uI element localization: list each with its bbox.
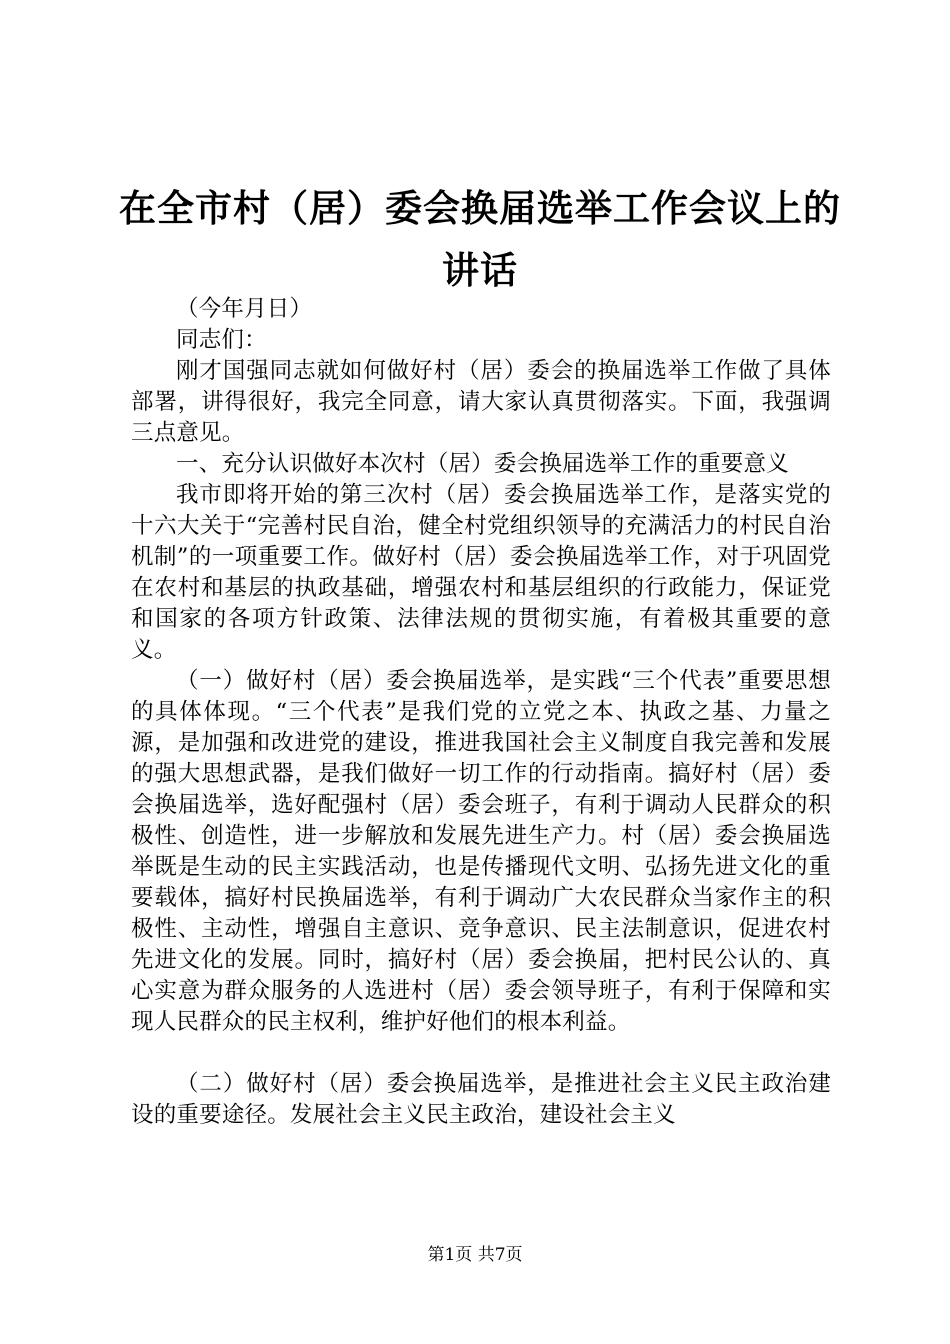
paragraph-intro: 刚才国强同志就如何做好村（居）委会的换届选举工作做了具体部署，讲得很好，我完全同意，请大家认真贯彻落实。下面，我强调三点意见。	[131, 358, 831, 446]
paragraph-point-1: （一）做好村（居）委会换届选举，是实践“三个代表”重要思想的具体体现。“三个代表”是我们党的立党之本、执政之基、力量之源，是加强和改进党的建设，推进我国社会主义制度自我完善和发展的强大思想武器，是我们做好一切工作的行动指南。搞好村（居）委会换届选举，选好配强村（居）委会班子，有利于调动人民群众的积极性、创造性，进一步解放和发展先进生产力。村（居）委会换届选举既是生动的民主实践活动，也是传播现代文明、弘扬先进文化的重要载体，搞好村民换届选举，有利于调动广大农民群众当家作主的积极性、主动性，增强自主意识、竞争意识、民主法制意识，促进农村先进文化的发展。同时，搞好村（居）委会换届，把村民公认的、真心实意为群众服务的人选进村（居）委会领导班子，有利于保障和实现人民群众的民主权利，维护好他们的根本利益。	[131, 668, 831, 1035]
paragraph-significance: 我市即将开始的第三次村（居）委会换届选举工作，是落实党的十六大关于“完善村民自治，健全村党组织领导的充满活力的村民自治机制”的一项重要工作。做好村（居）委会换届选举工作，对于巩固党在农村和基层的执政基础，增强农村和基层组织的行政能力，保证党和国家的各项方针政策、法律法规的贯彻实施，有着极其重要的意义。	[131, 482, 831, 663]
paragraph-point-2: （二）做好村（居）委会换届选举，是推进社会主义民主政治建设的重要途径。发展社会主义民主政治，建设社会主义	[131, 1071, 831, 1128]
section-heading-1: 一、充分认识做好本次村（居）委会换届选举工作的重要意义	[176, 451, 789, 477]
document-title: 在全市村（居）委会换届选举工作会议上的讲话	[119, 187, 841, 292]
document-body	[131, 294, 831, 1131]
date-line: （今年月日）	[176, 296, 313, 322]
page-footer: 第1页 共7页	[427, 1245, 523, 1265]
salutation: 同志们：	[176, 327, 267, 353]
